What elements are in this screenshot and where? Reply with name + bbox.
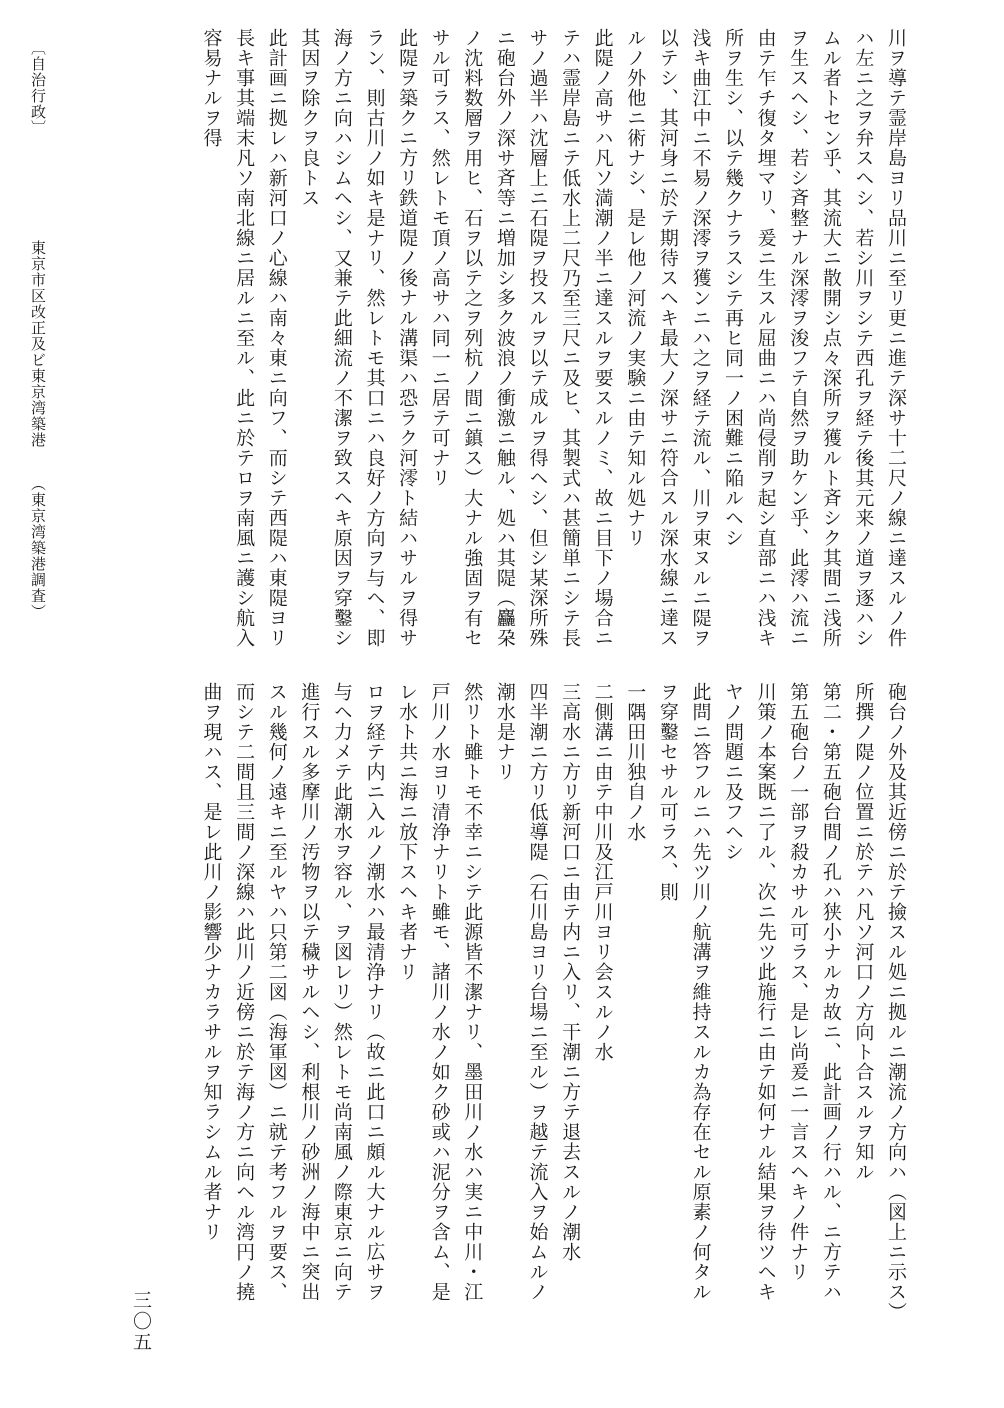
text-line: 容易ナルヲ得 [200,28,223,148]
text-line: サル可ラス、然レトモ頂ノ高サハ同一ニ居テ可ナリ [428,28,451,488]
text-line: ハ左ニ之ヲ弁スヘシ、若シ川ヲシテ西孔ヲ経テ後其元来ノ道ヲ逐ハシ [852,28,875,648]
text-line: 一隅田川独自ノ水 [624,682,647,842]
text-line: ムル者トセン乎、其流大ニ散開シ点々深所ヲ獲ルト斉シク其間ニ浅所 [819,28,842,648]
text-line: 此隄ノ高サハ凡ソ満潮ノ半ニ達スルヲ要スルノミ、故ニ目下ノ場合ニ [591,28,614,648]
text-line: 而シテ二間且三間ノ深線ハ此川ノ近傍ニ於テ海ノ方ニ向ヘル湾円ノ撓 [233,682,256,1302]
text-line: 長キ事其端末凡ソ南北線ニ居ルニ至ル、此ニ於テロヲ南風ニ護シ航入 [233,28,256,648]
header-series: 〔自治行政〕 [29,40,47,136]
text-line: 三高水ニ方リ新河口ニ由テ内ニ入リ、干潮ニ方テ退去スルノ潮水 [559,682,582,1262]
text-line: ノ沈料数層ヲ用ヒ、石ヲ以テ之ヲ列杭ノ間ニ鎮ス）大ナル強固ヲ有セ [461,28,484,648]
text-line: ラン、則古川ノ如キ是ナリ、然レトモ其口ニハ良好ノ方向ヲ与ヘ、即 [363,28,386,648]
text-line: テハ霊岸島ニテ低水上二尺乃至三尺ニ及ヒ、其製式ハ甚簡単ニシテ長 [559,28,582,648]
text-line: サノ過半ハ沈層上ニ石隄ヲ投スルヲ以テ成ルヲ得ヘシ、但シ某深所殊 [526,28,549,648]
text-line: ニ砲台外ノ深サ斉等ニ増加シ多ク波浪ノ衝激ニ触ル、処ハ其隄（麤朶 [493,28,516,648]
text-line: スル幾何ノ遠キニ至ルヤハ只第二図（海軍図）ニ就テ考フルヲ要ス、 [265,682,288,1302]
text-line: 与ヘ力メテ此潮水ヲ容ル、ヲ図レリ）然レトモ尚南風ノ際東京ニ向テ [330,682,353,1302]
header-subtitle: （東京湾築港調査） [29,476,47,620]
text-line: 以テシ、其河身ニ於テ期待スヘキ最大ノ深サニ符合スル深水線ニ達ス [656,28,679,648]
text-line: 此問ニ答フルニハ先ツ川ノ航溝ヲ維持スルカ為存在セル原素ノ何タル [689,682,712,1302]
text-line: レ水ト共ニ海ニ放下スヘキ者ナリ [396,682,419,982]
text-line: 第五砲台ノ一部ヲ殺カサル可ラス、是レ尚爰ニ一言スヘキノ件ナリ [787,682,810,1282]
text-line: 其因ヲ除クヲ良トス [298,28,321,208]
text-line: 戸川ノ水ヨリ清浄ナリト雖モ、諸川ノ水ノ如ク砂或ハ泥分ヲ含ム、是 [428,682,451,1302]
text-line: ヲ穿鑿セサル可ラス、則 [656,682,679,902]
text-line: 然リト雖トモ不幸ニシテ此源皆不潔ナリ、墨田川ノ水ハ実ニ中川・江 [461,682,484,1302]
text-line: 二側溝ニ由テ中川及江戸川ヨリ会スルノ水 [591,682,614,1062]
lower-text-block [195,682,912,1322]
text-line: 此計画ニ拠レハ新河口ノ心線ハ南々東ニ向フ、而シテ西隄ハ東隄ヨリ [265,28,288,648]
text-line: 第二・第五砲台間ノ孔ハ狭小ナルカ故ニ、此計画ノ行ハル、ニ方テハ [819,682,842,1302]
text-line: 潮水是ナリ [493,682,516,782]
text-line: 由テ乍チ復タ埋マリ、爰ニ生スル屈曲ニハ尚侵削ヲ起シ直部ニハ浅キ [754,28,777,648]
text-line: 砲台ノ外及其近傍ニ於テ撿スル処ニ拠ルニ潮流ノ方向ハ（図上ニ示ス） [885,682,907,1322]
running-header [28,40,49,620]
text-line: ヲ生スヘシ、若シ斉整ナル深澪ヲ浚フテ自然ヲ助ケン乎、此澪ハ流ニ [787,28,810,648]
page-number: 三〇五 [130,1290,152,1353]
text-line: 川策ノ本案既ニ了ル、次ニ先ツ此施行ニ由テ如何ナル結果ヲ待ツヘキ [754,682,777,1302]
header-title [28,240,49,620]
text-line: ロヲ経テ内ニ入ルノ潮水ハ最清浄ナリ（故ニ此口ニ頗ル大ナル広サヲ [363,682,386,1302]
text-line: 進行スル多摩川ノ汚物ヲ以テ穢サルヘシ、利根川ノ砂洲ノ海中ニ突出 [298,682,321,1302]
upper-text-block [195,28,912,668]
text-line: 曲ヲ現ハス、是レ此川ノ影響少ナカラサルヲ知ラシムル者ナリ [200,682,223,1242]
text-line: ルノ外他ニ術ナシ、是レ他ノ河流ノ実験ニ由テ知ル処ナリ [624,28,647,548]
text-line: 所ヲ生シ、以テ幾クナラスシテ再ヒ同一ノ困難ニ陥ルヘシ [722,28,745,548]
text-line: 海ノ方ニ向ハシムヘシ、又兼テ此細流ノ不潔ヲ致スヘキ原因ヲ穿鑿シ [330,28,353,648]
text-line: 所撰ノ隄ノ位置ニ於テハ凡ソ河口ノ方向ト合スルヲ知ル [852,682,875,1182]
text-line: 浅キ曲江中ニ不易ノ深澪ヲ獲ンニハ之ヲ経テ流ル、川ヲ束ヌルニ隄ヲ [689,28,712,648]
text-line: 川ヲ導テ霊岸島ヨリ品川ニ至リ更ニ進テ深サ十二尺ノ線ニ達スルノ件 [885,28,907,648]
text-line: ヤノ問題ニ及フヘシ [722,682,745,862]
text-line: 此隄ヲ築クニ方リ鉄道隄ノ後ナル溝渠ハ恐ラク河澪ト結ハサルヲ得サ [396,28,419,648]
header-title-main: 東京市区改正及ビ東京湾築港 [29,240,47,449]
text-line: 四半潮ニ方リ低導隄（石川島ヨリ台場ニ至ル）ヲ越テ流入ヲ始ムルノ [526,682,549,1302]
